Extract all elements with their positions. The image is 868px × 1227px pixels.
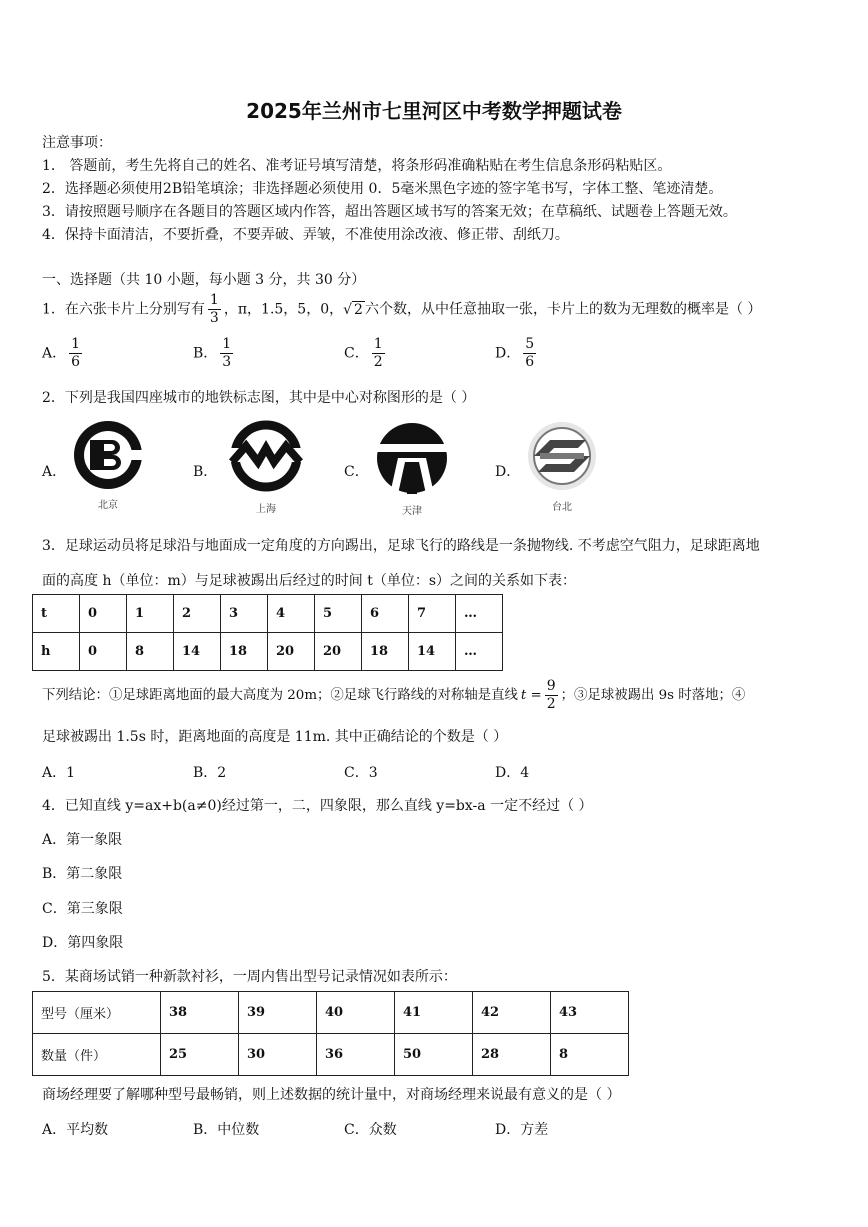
table-cell: 8 bbox=[551, 1034, 629, 1076]
frac-den: 2 bbox=[373, 354, 383, 370]
table-cell: 0 bbox=[80, 595, 127, 633]
table-cell: 1 bbox=[127, 595, 174, 633]
q1-frac-den: 3 bbox=[209, 310, 219, 326]
question-3-conclusions-2: 足球被踢出 1.5s 时，距离地面的高度是 11m. 其中正确结论的个数是（ ） bbox=[42, 729, 508, 745]
table-cell: 30 bbox=[239, 1034, 317, 1076]
table-cell: 7 bbox=[409, 595, 456, 633]
q3-c1-suffix: ；③足球被踢出 9s 时落地；④ bbox=[560, 688, 746, 703]
q5-option-b[interactable]: B．中位数 bbox=[193, 1122, 260, 1138]
question-4: 4．已知直线 y=ax+b(a≠0)经过第一，二，四象限，那么直线 y=bx-a 一定不经过（ ） bbox=[42, 798, 593, 814]
table-cell: 20 bbox=[268, 633, 315, 671]
table-cell: 0 bbox=[80, 633, 127, 671]
table-cell: 3 bbox=[221, 595, 268, 633]
q1-frac-num: 1 bbox=[209, 292, 219, 308]
q5-option-d[interactable]: D．方差 bbox=[495, 1122, 549, 1138]
frac-num: 5 bbox=[525, 336, 535, 352]
q1-sqrt bbox=[343, 302, 365, 318]
frac-num: 1 bbox=[373, 336, 383, 352]
table-cell: 数量（件） bbox=[33, 1034, 161, 1076]
q1-fraction bbox=[208, 292, 221, 327]
q1-middle: ，π，1.5，5，0， bbox=[223, 301, 344, 318]
table-cell: 43 bbox=[551, 992, 629, 1034]
notice-item-1: 1． 答题前，考生先将自己的姓名、准考证号填写清楚，将条形码准确粘贴在考生信息条形码粘贴区。 bbox=[42, 158, 672, 174]
q1-option-b[interactable] bbox=[193, 336, 236, 371]
table-cell: 6 bbox=[362, 595, 409, 633]
table-cell: 40 bbox=[317, 992, 395, 1034]
q4-option-d[interactable]: D．第四象限 bbox=[42, 935, 124, 951]
page-title: 2025年兰州市七里河区中考数学押题试卷 bbox=[246, 99, 622, 123]
q1-suffix: 六个数，从中任意抽取一张，卡片上的数为无理数的概率是（ ） bbox=[364, 301, 762, 318]
q5-row-qty bbox=[33, 1034, 629, 1076]
table-cell: 18 bbox=[221, 633, 268, 671]
q3-option-c[interactable]: C．3 bbox=[344, 765, 378, 781]
option-label: C． bbox=[344, 345, 369, 362]
q5-option-c[interactable]: C．众数 bbox=[344, 1122, 397, 1138]
option-label: A． bbox=[42, 345, 67, 362]
notice-item-3: 3．请按照题号顺序在各题目的答题区域内作答，超出答题区域书写的答案无效；在草稿纸、试题卷上答题无效。 bbox=[42, 204, 737, 220]
q1-option-d[interactable] bbox=[495, 336, 539, 371]
table-cell: 5 bbox=[315, 595, 362, 633]
section-heading: 一、选择题（共 10 小题，每小题 3 分，共 30 分） bbox=[42, 272, 366, 288]
table-cell: 14 bbox=[174, 633, 221, 671]
table-cell: 28 bbox=[473, 1034, 551, 1076]
table-cell: 50 bbox=[395, 1034, 473, 1076]
table-cell: h bbox=[33, 633, 80, 671]
notice-item-4: 4．保持卡面清洁，不要折叠，不要弄破、弄皱，不准使用涂改液、修正带、刮纸刀。 bbox=[42, 227, 569, 243]
q5-option-a[interactable]: A．平均数 bbox=[42, 1122, 109, 1138]
q1-sqrt-sym: √ bbox=[343, 301, 353, 318]
table-cell: 42 bbox=[473, 992, 551, 1034]
q3-frac-num: 9 bbox=[546, 678, 556, 694]
table-cell: 18 bbox=[362, 633, 409, 671]
q4-option-b[interactable]: B．第二象限 bbox=[42, 866, 123, 882]
logo-caption-beijing: 北京 bbox=[98, 500, 118, 511]
question-3-conclusions-1 bbox=[42, 678, 745, 713]
q3-c1-prefix: 下列结论：①足球距离地面的最大高度为 20m；②足球飞行路线的对称轴是直线 bbox=[42, 688, 518, 703]
table-cell: 2 bbox=[174, 595, 221, 633]
option-label: D． bbox=[495, 345, 521, 362]
logo-caption-tianjin: 天津 bbox=[402, 506, 422, 517]
logo-caption-taipei: 台北 bbox=[552, 502, 572, 513]
question-3-line1: 3．足球运动员将足球沿与地面成一定角度的方向踢出，足球飞行的路线是一条抛物线. 不考虑空气阻力，足球距离地 bbox=[42, 538, 760, 554]
q3-table bbox=[32, 594, 503, 671]
frac-num: 1 bbox=[222, 336, 232, 352]
question-2: 2．下列是我国四座城市的地铁标志图，其中是中心对称图形的是（ ） bbox=[42, 390, 476, 406]
option-label: B． bbox=[193, 345, 218, 362]
question-5: 5．某商场试销一种新款衬衫，一周内售出型号记录情况如表所示： bbox=[42, 969, 457, 985]
table-cell: … bbox=[456, 595, 503, 633]
q3-c1-var: t = bbox=[520, 688, 542, 703]
frac-den: 3 bbox=[222, 354, 232, 370]
frac-den: 6 bbox=[525, 354, 535, 370]
q1-sqrt-val: 2 bbox=[354, 301, 363, 318]
tianjin-subway-logo bbox=[372, 418, 452, 518]
table-cell: 38 bbox=[161, 992, 239, 1034]
q5-row-type bbox=[33, 992, 629, 1034]
notice-heading: 注意事项： bbox=[42, 135, 112, 151]
q2-option-b-label[interactable]: B． bbox=[193, 464, 218, 480]
q3-row-h bbox=[33, 633, 503, 671]
notice-item-2: 2．选择题必须使用2B铅笔填涂；非选择题必须使用 0．5毫米黑色字迹的签字笔书写，字体工整、笔迹清楚。 bbox=[42, 181, 723, 197]
table-cell: 41 bbox=[395, 992, 473, 1034]
table-cell: 20 bbox=[315, 633, 362, 671]
question-5-ask: 商场经理要了解哪种型号最畅销，则上述数据的统计量中，对商场经理来说最有意义的是（ ） bbox=[42, 1087, 621, 1103]
q1-prefix: 1．在六张卡片上分别写有 bbox=[42, 301, 205, 318]
q5-table bbox=[32, 991, 629, 1076]
q1-option-c[interactable] bbox=[344, 336, 388, 371]
shanghai-subway-logo bbox=[226, 418, 306, 516]
logo-caption-shanghai: 上海 bbox=[256, 504, 276, 515]
q4-option-c[interactable]: C．第三象限 bbox=[42, 901, 123, 917]
q2-option-a-label[interactable]: A． bbox=[42, 464, 67, 480]
q2-option-d-label[interactable]: D． bbox=[495, 464, 521, 480]
table-cell: t bbox=[33, 595, 80, 633]
frac-den: 6 bbox=[71, 354, 81, 370]
frac-num: 1 bbox=[71, 336, 81, 352]
taipei-subway-logo bbox=[522, 420, 602, 516]
beijing-subway-logo bbox=[68, 418, 148, 514]
q3-option-b[interactable]: B．2 bbox=[193, 765, 227, 781]
table-cell: 36 bbox=[317, 1034, 395, 1076]
q4-option-a[interactable]: A．第一象限 bbox=[42, 832, 123, 848]
table-cell: 14 bbox=[409, 633, 456, 671]
table-cell: 8 bbox=[127, 633, 174, 671]
q3-option-a[interactable]: A．1 bbox=[42, 765, 76, 781]
table-cell: 型号（厘米） bbox=[33, 992, 161, 1034]
q3-frac-den: 2 bbox=[546, 696, 556, 712]
table-cell: … bbox=[456, 633, 503, 671]
q3-fraction bbox=[545, 678, 558, 713]
q1-option-a[interactable] bbox=[42, 336, 85, 371]
table-cell: 4 bbox=[268, 595, 315, 633]
q3-row-t bbox=[33, 595, 503, 633]
question-1 bbox=[42, 292, 761, 327]
table-cell: 39 bbox=[239, 992, 317, 1034]
q3-option-d[interactable]: D．4 bbox=[495, 765, 530, 781]
table-cell: 25 bbox=[161, 1034, 239, 1076]
q2-option-c-label[interactable]: C． bbox=[344, 464, 369, 480]
question-3-line2: 面的高度 h（单位：m）与足球被踢出后经过的时间 t（单位：s）之间的关系如下表： bbox=[42, 573, 577, 589]
